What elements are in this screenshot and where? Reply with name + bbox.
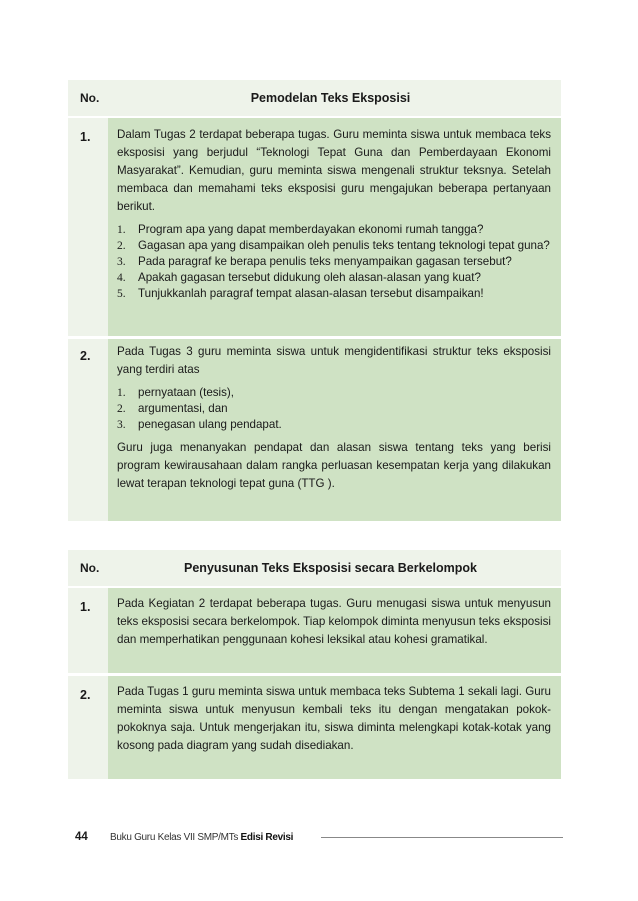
table-row bbox=[68, 118, 561, 336]
row-content bbox=[108, 118, 561, 336]
row-number: 1. bbox=[68, 588, 108, 673]
header-no: No. bbox=[80, 561, 100, 575]
table-header bbox=[68, 80, 561, 118]
row-number: 2. bbox=[68, 339, 108, 521]
table-header bbox=[68, 550, 561, 588]
edition-label: Edisi Revisi bbox=[240, 831, 294, 843]
header-no: No. bbox=[80, 91, 100, 105]
row-outro: Guru juga menanyakan pendapat dan alasan siswa tentang teks yang berisi program kewirausahaan dalam rangka perluasan kesempatan kerja yang dilakukan lewat terapan teknologi tepat guna (TTG ). bbox=[117, 441, 551, 490]
row-content bbox=[108, 339, 561, 521]
row-intro: Dalam Tugas 2 terdapat beberapa tugas. Guru meminta siswa untuk membaca teks eksposisi yang berjudul “Teknologi Tepat Guna dan Pemberdayaan Ekonomi Masyarakat”. Kemudian, guru meminta siswa mengenali struktur teksnya. Setelah membaca dan memahami teks eksposisi guru mengajukan beberapa pertanyaan berikut. bbox=[117, 128, 551, 213]
row-content bbox=[108, 588, 561, 673]
row-number: 1. bbox=[68, 118, 108, 336]
table-penyusunan bbox=[68, 550, 561, 779]
row-intro: Pada Kegiatan 2 terdapat beberapa tugas. Guru menugasi siswa untuk menyusun teks eksposisi secara berkelompok. Tiap kelompok diminta menyusun teks eksposisi dan memperhatikan penggunaan kohesi leksikal atau kohesi gramatikal. bbox=[117, 597, 551, 646]
row-intro: Pada Tugas 1 guru meminta siswa untuk membaca teks Subtema 1 sekali lagi. Guru meminta siswa untuk menyusun kembali teks itu dengan mengatakan pokok-pokoknya saja. Untuk mengerjakan itu, siswa diminta melengkapi kotak-kotak yang kosong pada diagram yang sudah disediakan. bbox=[117, 685, 551, 752]
row-content bbox=[108, 676, 561, 779]
header-title: Pemodelan Teks Eksposisi bbox=[250, 91, 411, 105]
book-title: Buku Guru Kelas VII SMP/MTs Edisi Revisi bbox=[110, 831, 294, 843]
page-footer bbox=[75, 827, 563, 847]
table-row bbox=[68, 339, 561, 521]
list-item: 3. penegasan ulang pendapat. bbox=[117, 418, 282, 431]
list-item: 1. Program apa yang dapat memberdayakan ekonomi rumah tangga? bbox=[117, 223, 484, 236]
list-item: 3. Pada paragraf ke berapa penulis teks menyampaikan gagasan tersebut? bbox=[117, 255, 512, 268]
footer-rule bbox=[321, 837, 563, 838]
row-intro: Pada Tugas 3 guru meminta siswa untuk mengidentifikasi struktur teks eksposisi yang terdiri atas bbox=[117, 345, 551, 376]
header-title: Penyusunan Teks Eksposisi secara Berkelompok bbox=[184, 561, 477, 575]
table-row bbox=[68, 588, 561, 673]
list-item: 2. argumentasi, dan bbox=[117, 402, 228, 415]
structure-list bbox=[117, 385, 551, 433]
table-pemodelan bbox=[68, 80, 561, 521]
list-item: 4. Apakah gagasan tersebut didukung oleh alasan-alasan yang kuat? bbox=[117, 271, 481, 284]
table-row bbox=[68, 676, 561, 779]
list-item: 2. Gagasan apa yang disampaikan oleh penulis teks tentang teknologi tepat guna? bbox=[117, 239, 550, 252]
list-item: 5. Tunjukkanlah paragraf tempat alasan-alasan tersebut disampaikan! bbox=[117, 287, 484, 300]
page-number: 44 bbox=[75, 831, 88, 843]
row-number: 2. bbox=[68, 676, 108, 779]
list-item: 1. pernyataan (tesis), bbox=[117, 386, 235, 399]
question-list bbox=[117, 222, 551, 302]
